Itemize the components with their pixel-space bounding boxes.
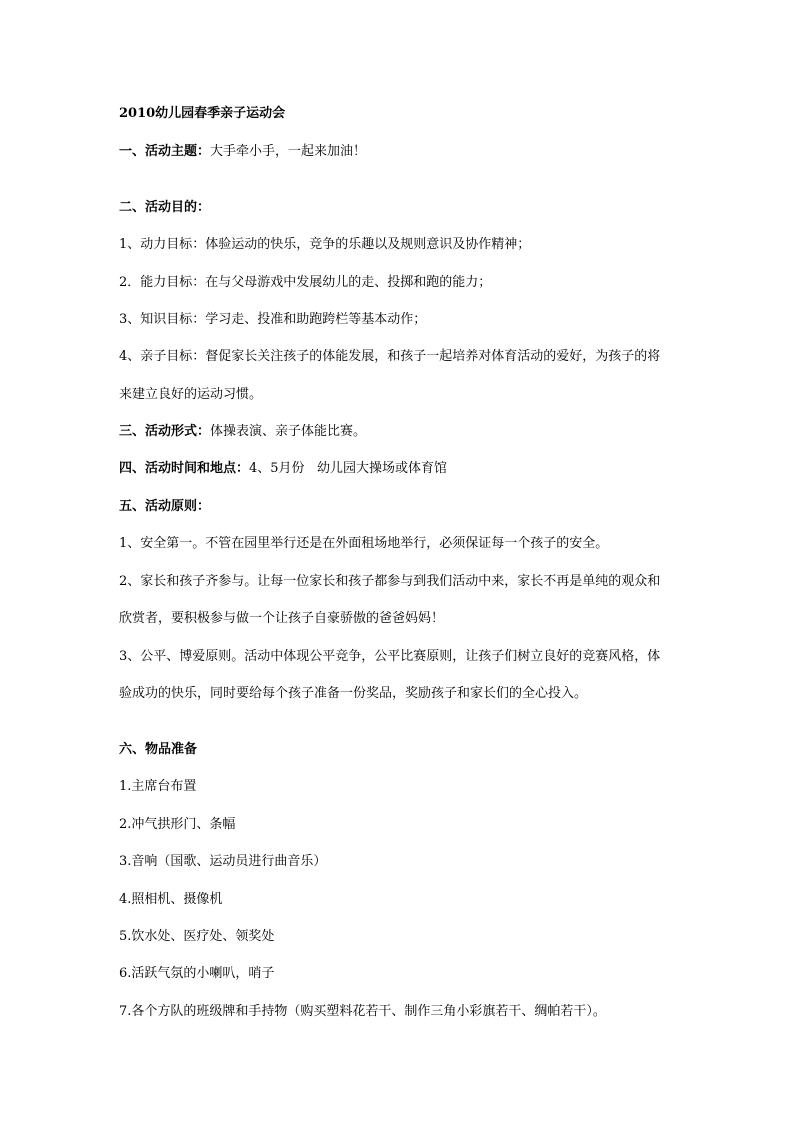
form-label: 三、活动形式： bbox=[119, 424, 211, 439]
form-text: 体操表演、亲子体能比赛。 bbox=[210, 424, 367, 439]
purpose-item: 3、知识目标：学习走、投准和助跑跨栏等基本动作； bbox=[119, 312, 427, 327]
purpose-item: 1、动力目标：体验运动的快乐，竞争的乐趣以及规则意识及协作精神； bbox=[119, 237, 531, 252]
materials-item: 4.照相机、摄像机 bbox=[119, 892, 223, 907]
materials-item: 6.活跃气氛的小喇叭，哨子 bbox=[119, 966, 275, 981]
purpose-item: 4、亲子目标：督促家长关注孩子的体能发展，和孩子一起培养对体育活动的爱好，为孩子的将 bbox=[119, 349, 661, 364]
materials-item: 1.主席台布置 bbox=[119, 779, 197, 794]
theme-text: 大手牵小手，一起来加油！ bbox=[210, 144, 367, 159]
materials-item: 3.音响（国歌、运动员进行曲音乐） bbox=[119, 854, 327, 869]
principles-line: 验成功的快乐，同时要给每个孩子准备一份奖品，奖励孩子和家长们的全心投入。 bbox=[119, 686, 588, 701]
time-place-label: 四、活动时间和地点： bbox=[119, 461, 250, 476]
materials-item: 7.各个方队的班级牌和手持物（购买塑料花若干、制作三角小彩旗若干、绸帕若干）。 bbox=[119, 1004, 606, 1019]
principles-line: 2、家长和孩子齐参与。让每一位家长和孩子都参与到我们活动中来，家长不再是单纯的观众和 bbox=[119, 574, 661, 589]
materials-item: 5.饮水处、医疗处、领奖处 bbox=[119, 929, 275, 944]
document-title: 2010幼儿园春季亲子运动会 bbox=[119, 106, 286, 121]
form-line bbox=[119, 423, 689, 441]
theme-line bbox=[119, 143, 689, 161]
purpose-item-continued: 来建立良好的运动习惯。 bbox=[119, 387, 263, 402]
purpose-item: 2．能力目标：在与父母游戏中发展幼儿的走、投掷和跑的能力； bbox=[119, 275, 492, 290]
materials-heading: 六、物品准备 bbox=[119, 742, 198, 757]
time-place-line bbox=[119, 460, 689, 478]
materials-item: 2.冲气拱形门、条幅 bbox=[119, 817, 236, 832]
time-place-text: 4、5月份 幼儿园大操场或体育馆 bbox=[249, 461, 447, 476]
principles-heading: 五、活动原则： bbox=[119, 499, 211, 514]
principles-line: 3、公平、博爱原则。活动中体现公平竞争，公平比赛原则，让孩子们树立良好的竞赛风格，体 bbox=[119, 649, 661, 664]
principles-line: 1、安全第一。不管在园里举行还是在外面租场地举行，必须保证每一个孩子的安全。 bbox=[119, 536, 609, 551]
purpose-heading: 二、活动目的： bbox=[119, 200, 211, 215]
principles-line: 欣赏者，要积极参与做一个让孩子自豪骄傲的爸爸妈妈！ bbox=[119, 611, 445, 626]
theme-label: 一、活动主题： bbox=[119, 144, 211, 159]
